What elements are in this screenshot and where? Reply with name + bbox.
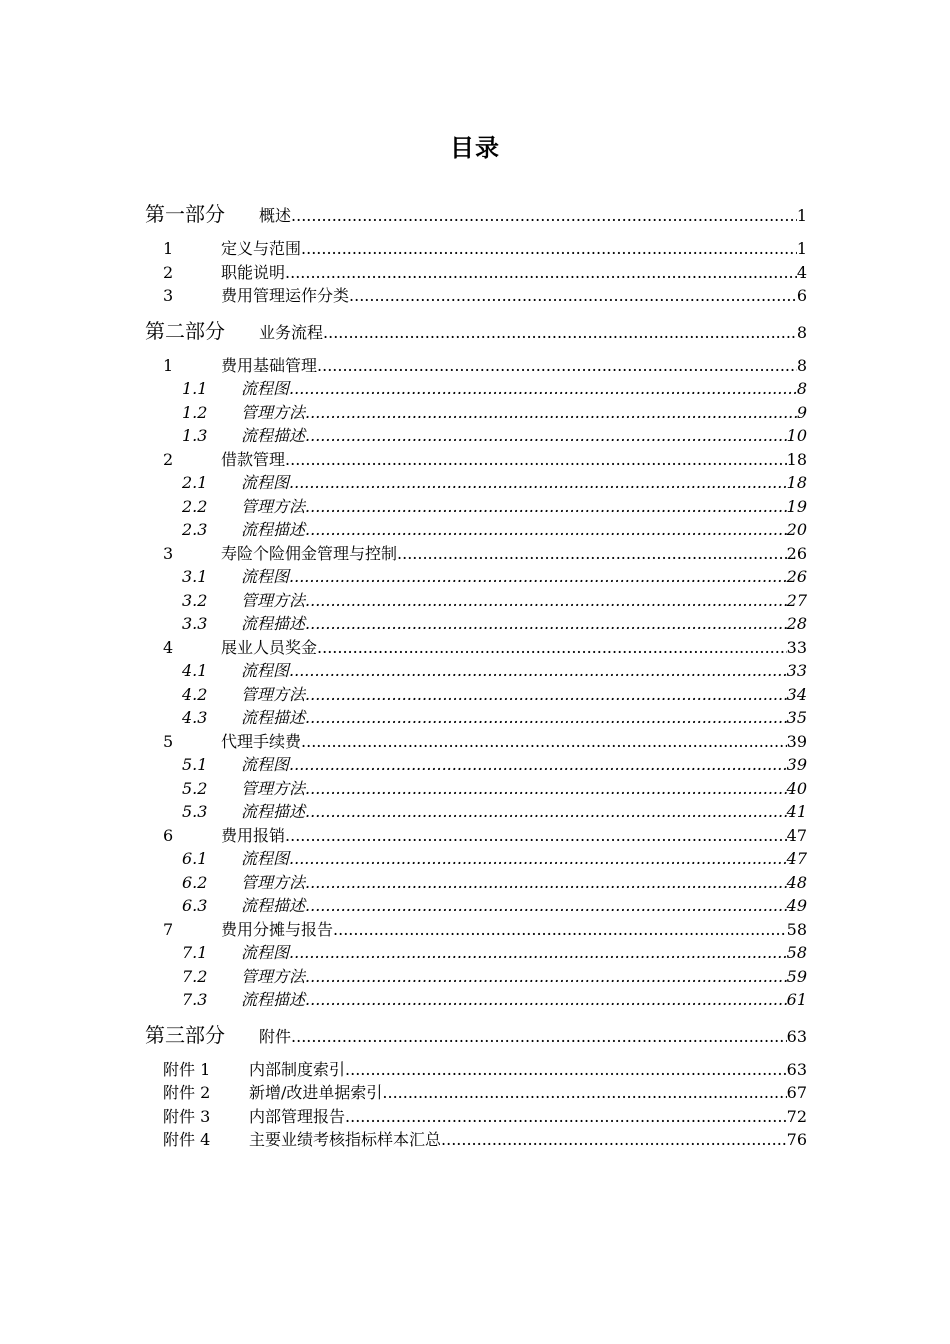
toc-section-number: 2.1 xyxy=(182,473,208,492)
toc-section-number: 6.2 xyxy=(182,872,208,892)
toc-section[interactable] xyxy=(145,400,807,424)
toc-entry-label: 流程图 xyxy=(241,755,290,774)
toc-entry-label: 管理方法 xyxy=(241,496,306,516)
toc-entry-label: 附件 xyxy=(259,1026,292,1046)
toc-chapter-number: 3 xyxy=(163,543,174,563)
toc-page-number: 59 xyxy=(786,966,807,986)
toc-entry-label: 流程图 xyxy=(241,849,290,868)
toc-chapter-number: 4 xyxy=(163,637,174,657)
toc-entry-label: 流程图 xyxy=(241,661,290,680)
toc-leader-dots xyxy=(289,473,787,492)
toc-section-number: 6.1 xyxy=(182,849,208,868)
toc-page-number: 18 xyxy=(786,449,807,469)
toc-entry-label: 流程描述 xyxy=(241,426,306,445)
toc-section[interactable] xyxy=(145,870,807,894)
toc-leader-dots xyxy=(289,379,797,398)
toc-leader-dots xyxy=(305,708,787,727)
toc-leader-dots xyxy=(441,1130,787,1149)
toc-part-number: 第一部分 xyxy=(145,202,225,226)
toc-section[interactable] xyxy=(145,658,807,682)
toc-page-number: 19 xyxy=(786,496,807,516)
toc-section[interactable] xyxy=(145,776,807,800)
toc-section-number: 1.2 xyxy=(182,402,208,422)
toc-appendix-number: 附件 4 xyxy=(163,1130,211,1149)
toc-section[interactable] xyxy=(145,893,807,917)
toc-section-number: 4.1 xyxy=(182,661,208,680)
toc-entry-label: 费用分摊与报告 xyxy=(221,919,334,939)
toc-leader-dots xyxy=(291,1027,787,1046)
toc-page-number: 47 xyxy=(786,849,807,868)
toc-section-number: 6.3 xyxy=(182,896,208,915)
toc-section[interactable] xyxy=(145,705,807,729)
toc-leader-dots xyxy=(323,323,797,342)
toc-section-number: 7.1 xyxy=(182,943,208,962)
toc-leader-dots xyxy=(289,567,787,586)
toc-page-number: 39 xyxy=(786,731,807,751)
toc-chapter-number: 7 xyxy=(163,919,174,939)
toc-entry-label: 概述 xyxy=(259,206,292,225)
toc-page-number: 8 xyxy=(796,379,807,398)
toc-page-number: 63 xyxy=(786,1026,807,1046)
toc-leader-dots xyxy=(317,638,787,657)
toc-entry-label: 流程描述 xyxy=(241,708,306,727)
toc-appendix[interactable] xyxy=(145,1127,807,1151)
toc-leader-dots xyxy=(285,826,787,845)
toc-chapter[interactable] xyxy=(145,260,807,284)
toc-part-number: 第二部分 xyxy=(145,318,225,343)
toc-page-number: 33 xyxy=(786,661,807,680)
toc-part-2[interactable] xyxy=(145,315,807,345)
toc-page-number: 41 xyxy=(786,802,807,821)
toc-leader-dots xyxy=(305,990,787,1009)
toc-leader-dots xyxy=(301,732,787,751)
toc-leader-dots xyxy=(305,426,787,445)
toc-entry-label: 借款管理 xyxy=(221,449,286,469)
toc-leader-dots xyxy=(289,849,787,868)
toc-chapter[interactable] xyxy=(145,447,807,471)
toc-chapter-number: 5 xyxy=(163,731,174,751)
toc-page-number: 28 xyxy=(786,614,807,633)
toc-entry-label: 流程描述 xyxy=(241,990,306,1009)
toc-section[interactable] xyxy=(145,964,807,988)
toc-section[interactable] xyxy=(145,376,807,400)
toc-entry-label: 管理方法 xyxy=(241,590,306,610)
toc-chapter[interactable] xyxy=(145,541,807,565)
toc-section[interactable] xyxy=(145,940,807,964)
toc-section[interactable] xyxy=(145,611,807,635)
toc-appendix-number: 附件 1 xyxy=(163,1059,211,1079)
toc-chapter[interactable] xyxy=(145,236,807,260)
toc-entry-label: 代理手续费 xyxy=(221,731,302,751)
toc-section-number: 2.2 xyxy=(182,496,208,516)
toc-page-number: 72 xyxy=(786,1106,807,1126)
toc-page-number: 4 xyxy=(796,262,807,282)
toc-leader-dots xyxy=(301,239,797,258)
toc-entry-label: 展业人员奖金 xyxy=(221,637,318,657)
toc-entry-label: 流程图 xyxy=(241,943,290,962)
page-title: 目录 xyxy=(450,133,500,162)
toc-entry-label: 寿险个险佣金管理与控制 xyxy=(221,543,398,563)
toc-entry-label: 流程图 xyxy=(241,379,290,398)
toc-leader-dots xyxy=(289,755,787,774)
toc-page-number: 8 xyxy=(796,355,807,375)
toc-section[interactable] xyxy=(145,423,807,447)
toc-page-number: 48 xyxy=(786,872,807,892)
toc-page-number: 35 xyxy=(786,708,807,727)
toc-entry-label: 主要业绩考核指标样本汇总 xyxy=(249,1130,442,1149)
toc-page-number: 10 xyxy=(786,426,807,445)
toc-section[interactable] xyxy=(145,564,807,588)
toc-section-number: 3.2 xyxy=(182,590,208,610)
toc-section-number: 3.1 xyxy=(182,567,208,586)
toc-page-number: 8 xyxy=(796,322,807,342)
toc-leader-dots xyxy=(305,591,787,610)
toc-leader-dots xyxy=(349,286,797,305)
toc-entry-label: 业务流程 xyxy=(259,322,324,342)
toc-entry-label: 管理方法 xyxy=(241,872,306,892)
toc-leader-dots xyxy=(289,943,787,962)
toc-leader-dots xyxy=(305,685,787,704)
toc-leader-dots xyxy=(397,544,787,563)
toc-leader-dots xyxy=(345,1107,787,1126)
toc-leader-dots xyxy=(345,1060,787,1079)
toc-appendix-number: 附件 2 xyxy=(163,1083,211,1102)
toc-page-number: 61 xyxy=(786,990,807,1009)
toc-page-number: 18 xyxy=(786,473,807,492)
toc-page-number: 27 xyxy=(786,590,807,610)
toc-page-number: 1 xyxy=(796,206,807,225)
toc-entry-label: 费用基础管理 xyxy=(221,355,318,375)
toc-chapter[interactable] xyxy=(145,353,807,377)
toc-entry-label: 流程描述 xyxy=(241,802,306,821)
toc-leader-dots xyxy=(333,920,787,939)
toc-chapter-number: 2 xyxy=(163,449,174,469)
toc-section[interactable] xyxy=(145,987,807,1011)
toc-entry-label: 费用管理运作分类 xyxy=(221,286,350,305)
toc-entry-label: 管理方法 xyxy=(241,684,306,704)
toc-entry-label: 流程描述 xyxy=(241,614,306,633)
toc-entry-label: 职能说明 xyxy=(221,262,286,282)
toc-section[interactable] xyxy=(145,799,807,823)
toc-section-number: 5.2 xyxy=(182,778,208,798)
toc-entry-label: 新增/改进单据索引 xyxy=(249,1083,383,1102)
table-of-contents xyxy=(145,198,807,1151)
toc-section-number: 3.3 xyxy=(182,614,208,633)
toc-section-number: 7.3 xyxy=(182,990,208,1009)
toc-leader-dots xyxy=(305,497,787,516)
toc-section-number: 5.1 xyxy=(182,755,208,774)
toc-page-number: 63 xyxy=(786,1059,807,1079)
toc-leader-dots xyxy=(305,896,787,915)
toc-leader-dots xyxy=(305,802,787,821)
toc-section[interactable] xyxy=(145,517,807,541)
toc-section[interactable] xyxy=(145,846,807,870)
toc-section[interactable] xyxy=(145,682,807,706)
toc-part-number: 第三部分 xyxy=(145,1022,225,1047)
toc-entry-label: 流程描述 xyxy=(241,520,306,539)
toc-chapter[interactable] xyxy=(145,823,807,847)
toc-section[interactable] xyxy=(145,588,807,612)
toc-section-number: 1.3 xyxy=(182,426,208,445)
toc-entry-label: 流程图 xyxy=(241,473,290,492)
toc-page-number: 76 xyxy=(786,1130,807,1149)
toc-entry-label: 费用报销 xyxy=(221,825,286,845)
toc-section-number: 5.3 xyxy=(182,802,208,821)
toc-chapter[interactable] xyxy=(145,917,807,941)
toc-leader-dots xyxy=(382,1083,786,1102)
toc-leader-dots xyxy=(305,873,787,892)
toc-page-number: 20 xyxy=(786,520,807,539)
toc-page-number: 33 xyxy=(786,637,807,657)
toc-appendix[interactable] xyxy=(145,1104,807,1128)
toc-page-number: 6 xyxy=(796,286,807,305)
toc-leader-dots xyxy=(305,614,787,633)
toc-section-number: 1.1 xyxy=(182,379,208,398)
toc-appendix[interactable] xyxy=(145,1080,807,1104)
toc-entry-label: 流程图 xyxy=(241,567,290,586)
toc-leader-dots xyxy=(285,263,797,282)
toc-leader-dots xyxy=(305,520,787,539)
toc-chapter[interactable] xyxy=(145,635,807,659)
toc-chapter-number: 1 xyxy=(163,355,174,375)
toc-entry-label: 内部管理报告 xyxy=(249,1106,346,1126)
toc-page-number: 26 xyxy=(786,543,807,563)
toc-entry-label: 管理方法 xyxy=(241,402,306,422)
toc-page-number: 67 xyxy=(786,1083,807,1102)
toc-leader-dots xyxy=(317,356,797,375)
toc-chapter-number: 3 xyxy=(163,286,174,305)
toc-chapter[interactable] xyxy=(145,729,807,753)
toc-section[interactable] xyxy=(145,752,807,776)
toc-appendix[interactable] xyxy=(145,1057,807,1081)
toc-page-number: 58 xyxy=(786,943,807,962)
toc-section[interactable] xyxy=(145,470,807,494)
toc-entry-label: 流程描述 xyxy=(241,896,306,915)
toc-appendix-number: 附件 3 xyxy=(163,1106,211,1126)
toc-page-number: 47 xyxy=(786,825,807,845)
toc-leader-dots xyxy=(289,661,787,680)
toc-section-number: 7.2 xyxy=(182,966,208,986)
toc-leader-dots xyxy=(285,450,787,469)
toc-page-number: 9 xyxy=(796,402,807,422)
toc-leader-dots xyxy=(291,206,797,225)
toc-page-number: 58 xyxy=(786,919,807,939)
toc-section-number: 4.3 xyxy=(182,708,208,727)
toc-section-number: 2.3 xyxy=(182,520,208,539)
toc-section-number: 4.2 xyxy=(182,684,208,704)
toc-page-number: 49 xyxy=(786,896,807,915)
toc-page-number: 26 xyxy=(786,567,807,586)
toc-leader-dots xyxy=(305,403,797,422)
toc-page-number: 1 xyxy=(796,239,807,258)
toc-page-number: 39 xyxy=(786,755,807,774)
toc-chapter[interactable] xyxy=(145,283,807,307)
toc-chapter-number: 6 xyxy=(163,825,174,845)
toc-chapter-number: 2 xyxy=(163,262,174,282)
toc-entry-label: 管理方法 xyxy=(241,778,306,798)
toc-part-1[interactable] xyxy=(145,198,807,228)
toc-page-number: 40 xyxy=(786,778,807,798)
toc-leader-dots xyxy=(305,779,787,798)
toc-part-3[interactable] xyxy=(145,1019,807,1049)
toc-section[interactable] xyxy=(145,494,807,518)
toc-page-number: 34 xyxy=(786,684,807,704)
toc-entry-label: 定义与范围 xyxy=(221,239,302,258)
toc-chapter-number: 1 xyxy=(163,239,174,258)
toc-leader-dots xyxy=(305,967,787,986)
toc-entry-label: 管理方法 xyxy=(241,966,306,986)
toc-entry-label: 内部制度索引 xyxy=(249,1059,346,1079)
